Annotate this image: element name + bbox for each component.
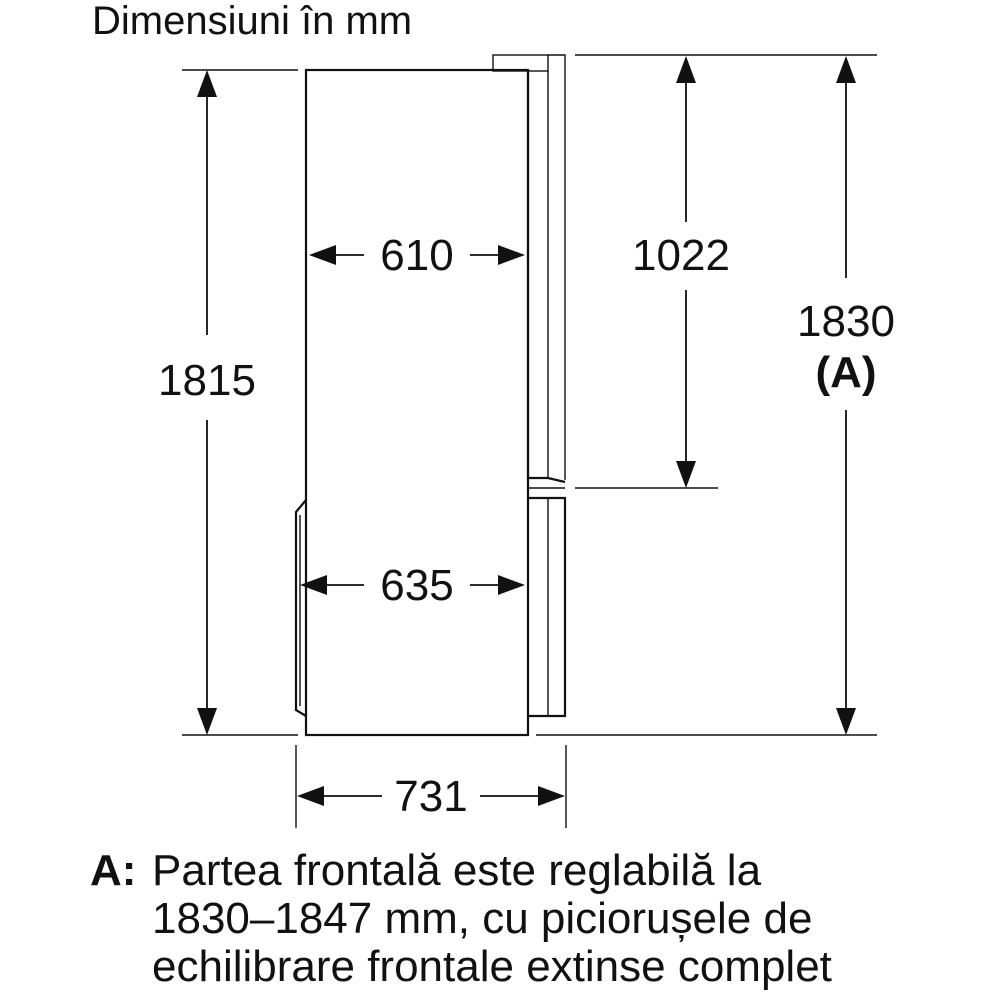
footnote-marker: A: bbox=[90, 846, 137, 895]
rear-compressor-cover bbox=[296, 500, 306, 716]
dimension-lower-depth bbox=[300, 561, 525, 610]
cabinet-body bbox=[306, 70, 528, 735]
cabinet-width-label: 610 bbox=[380, 231, 454, 280]
lower-depth-label: 635 bbox=[380, 561, 454, 610]
dimension-overall-depth bbox=[297, 772, 565, 821]
footnote bbox=[90, 846, 832, 991]
upper-door-edge bbox=[548, 55, 565, 480]
refrigerator-outline bbox=[296, 55, 565, 735]
front-height-label: 1830 bbox=[797, 297, 895, 346]
diagram-title: Dimensiuni în mm bbox=[92, 0, 413, 43]
footnote-line-3: echilibrare frontale extinse complet bbox=[152, 942, 832, 991]
dimension-upper-door-height bbox=[632, 56, 730, 488]
dimension-front-height bbox=[797, 56, 895, 735]
footnote-line-1: Partea frontală este reglabilă la bbox=[152, 846, 762, 895]
upper-door-panel bbox=[528, 70, 565, 482]
footnote-line-2: 1830–1847 mm, cu piciorușele de bbox=[152, 894, 813, 943]
reference-lines bbox=[182, 55, 877, 828]
dimension-total-height bbox=[158, 70, 256, 735]
upper-door-height-label: 1022 bbox=[632, 231, 730, 280]
top-hinge bbox=[493, 55, 548, 71]
overall-depth-label: 731 bbox=[394, 772, 468, 821]
dimension-cabinet-width bbox=[309, 231, 525, 280]
lower-drawer-panel bbox=[528, 498, 565, 716]
front-height-marker: (A) bbox=[815, 348, 877, 397]
total-height-label: 1815 bbox=[158, 356, 256, 405]
